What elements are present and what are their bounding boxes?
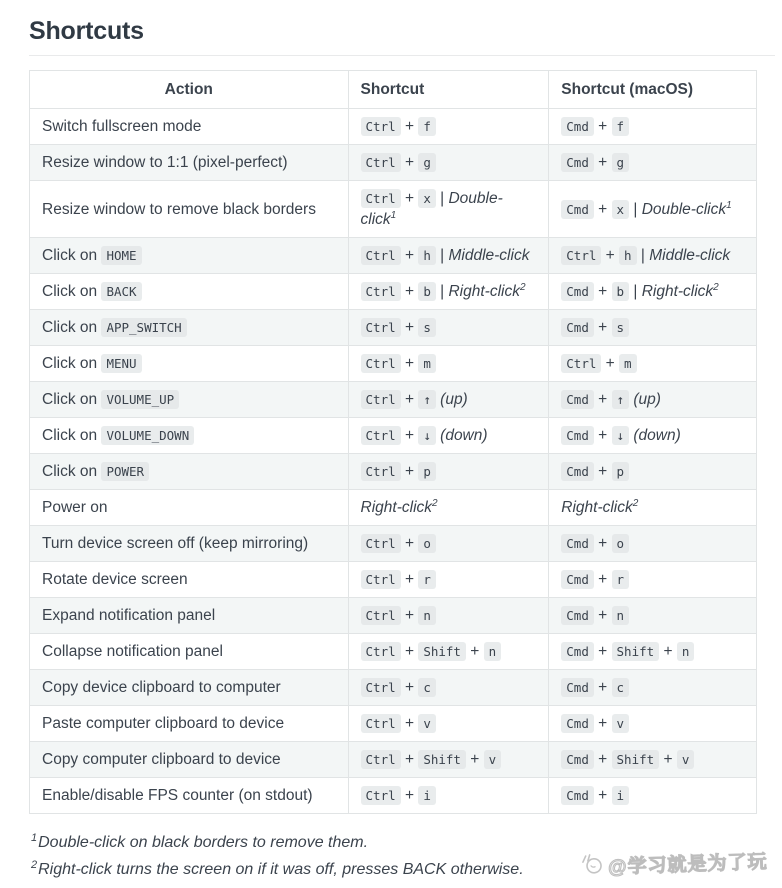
shortcut-macos-cell: Cmd + x | Double-click$^1$ xyxy=(549,181,757,238)
key-badge: v xyxy=(677,750,695,769)
key-badge: ↑ xyxy=(612,390,630,409)
action-cell: Click on VOLUME_DOWN xyxy=(30,418,349,454)
action-cell: Copy device clipboard to computer xyxy=(30,670,349,706)
emphasis-text: (down) xyxy=(633,427,681,444)
emphasis-text: (down) xyxy=(440,427,488,444)
shortcuts-table xyxy=(29,70,757,814)
shortcut-cell: Ctrl + r xyxy=(348,562,549,598)
column-header-shortcut: Shortcut xyxy=(348,71,549,109)
emphasis-text: Right-click$^2$ xyxy=(641,281,719,300)
table-row xyxy=(30,181,757,238)
shortcut-macos-cell: Cmd + Shift + n xyxy=(549,634,757,670)
key-badge: n xyxy=(418,606,436,625)
table-row xyxy=(30,310,757,346)
table-row xyxy=(30,346,757,382)
key-badge: b xyxy=(418,282,436,301)
key-badge: Ctrl xyxy=(361,642,401,661)
footnote-2-text: Right-click turns the screen on if it was off, presses BACK otherwise. xyxy=(38,861,524,878)
key-badge: ↓ xyxy=(418,426,436,445)
key-badge: Cmd xyxy=(561,534,594,553)
key-badge: Shift xyxy=(418,642,466,661)
shortcut-cell: Ctrl + s xyxy=(348,310,549,346)
table-header xyxy=(30,71,757,109)
emphasis-text: Middle-click xyxy=(649,247,731,264)
shortcut-macos-cell: Cmd + p xyxy=(549,454,757,490)
key-badge: MENU xyxy=(101,354,141,373)
key-badge: c xyxy=(612,678,630,697)
key-badge: VOLUME_UP xyxy=(101,390,179,409)
shortcut-cell: Ctrl + c xyxy=(348,670,549,706)
key-badge: Cmd xyxy=(561,318,594,337)
shortcut-macos-cell: Ctrl + m xyxy=(549,346,757,382)
key-badge: h xyxy=(619,246,637,265)
footnote-reference: 1 xyxy=(726,199,732,211)
emphasis-text: Double-click$^1$ xyxy=(360,190,503,228)
shortcut-macos-cell: Cmd + b | Right-click$^2$ xyxy=(549,274,757,310)
table-row xyxy=(30,526,757,562)
key-badge: Ctrl xyxy=(361,462,401,481)
action-cell: Click on APP_SWITCH xyxy=(30,310,349,346)
shortcut-cell: Ctrl + m xyxy=(348,346,549,382)
table-row xyxy=(30,382,757,418)
action-cell: Paste computer clipboard to device xyxy=(30,706,349,742)
key-badge: Cmd xyxy=(561,606,594,625)
table-body xyxy=(30,109,757,814)
shortcut-cell: Ctrl + ↑ (up) xyxy=(348,382,549,418)
key-badge: i xyxy=(612,786,630,805)
key-badge: Cmd xyxy=(561,714,594,733)
key-badge: Ctrl xyxy=(361,189,401,208)
key-badge: n xyxy=(677,642,695,661)
emphasis-text: Right-click$^2$ xyxy=(448,281,526,300)
column-header-action: Action xyxy=(30,71,349,109)
key-badge: s xyxy=(418,318,436,337)
key-badge: Ctrl xyxy=(361,534,401,553)
footnote-reference: 1 xyxy=(390,209,397,221)
action-cell: Switch fullscreen mode xyxy=(30,109,349,145)
key-badge: Cmd xyxy=(561,570,594,589)
key-badge: Ctrl xyxy=(361,750,401,769)
action-cell: Collapse notification panel xyxy=(30,634,349,670)
footnote-reference: 2 xyxy=(713,281,719,293)
shortcut-macos-cell: Cmd + Shift + v xyxy=(549,742,757,778)
shortcut-cell: Ctrl + Shift + v xyxy=(348,742,549,778)
key-badge: Ctrl xyxy=(361,606,401,625)
shortcut-cell: Ctrl + b | Right-click$^2$ xyxy=(348,274,549,310)
key-badge: Ctrl xyxy=(361,426,401,445)
key-badge: s xyxy=(612,318,630,337)
footnote-1-text: Double-click on black borders to remove them. xyxy=(38,834,369,851)
emphasis-text: Middle-click xyxy=(448,247,530,264)
table-row xyxy=(30,454,757,490)
shortcut-macos-cell: Cmd + i xyxy=(549,778,757,814)
key-badge: Cmd xyxy=(561,750,594,769)
footnote-reference: 2 xyxy=(632,497,639,509)
action-cell: Enable/disable FPS counter (on stdout) xyxy=(30,778,349,814)
key-badge: HOME xyxy=(101,246,141,265)
key-badge: Ctrl xyxy=(361,354,401,373)
key-badge: Ctrl xyxy=(361,786,401,805)
table-row xyxy=(30,562,757,598)
table-row xyxy=(30,742,757,778)
key-badge: p xyxy=(612,462,630,481)
shortcut-cell: Ctrl + ↓ (down) xyxy=(348,418,549,454)
shortcut-cell: Ctrl + x | Double-click$^1$ xyxy=(348,181,549,238)
shortcut-cell: Ctrl + i xyxy=(348,778,549,814)
key-badge: h xyxy=(418,246,436,265)
footnote-reference: 2 xyxy=(432,497,438,509)
key-badge: Cmd xyxy=(561,282,594,301)
shortcut-macos-cell: Cmd + r xyxy=(549,562,757,598)
column-header-shortcut-macos: Shortcut (macOS) xyxy=(549,71,757,109)
key-badge: Cmd xyxy=(561,426,594,445)
key-badge: i xyxy=(418,786,436,805)
key-badge: ↑ xyxy=(418,390,436,409)
shortcut-macos-cell: Cmd + f xyxy=(549,109,757,145)
table-row xyxy=(30,418,757,454)
page-title: Shortcuts xyxy=(29,17,144,45)
table-row xyxy=(30,145,757,181)
key-badge: Ctrl xyxy=(361,390,401,409)
key-badge: r xyxy=(418,570,436,589)
key-badge: v xyxy=(612,714,630,733)
footnote-reference: 2 xyxy=(519,281,526,293)
key-badge: Ctrl xyxy=(361,246,401,265)
footnote-2 xyxy=(31,858,756,882)
watermark-text: @学习就是为了玩 xyxy=(608,851,769,879)
action-cell: Expand notification panel xyxy=(30,598,349,634)
key-badge: m xyxy=(619,354,637,373)
shortcut-cell: Ctrl + n xyxy=(348,598,549,634)
shortcut-cell: Ctrl + o xyxy=(348,526,549,562)
key-badge: Ctrl xyxy=(561,354,601,373)
shortcut-macos-cell: Cmd + s xyxy=(549,310,757,346)
key-badge: Cmd xyxy=(561,678,594,697)
key-badge: x xyxy=(612,200,630,219)
key-badge: Ctrl xyxy=(361,714,401,733)
key-badge: Cmd xyxy=(561,200,594,219)
key-badge: x xyxy=(418,189,436,208)
key-badge: v xyxy=(418,714,436,733)
key-badge: Ctrl xyxy=(361,282,401,301)
shortcut-cell xyxy=(348,490,549,526)
table-row xyxy=(30,598,757,634)
table-row xyxy=(30,706,757,742)
key-badge: o xyxy=(418,534,436,553)
action-cell: Click on MENU xyxy=(30,346,349,382)
table-header-row xyxy=(30,71,757,109)
action-cell: Turn device screen off (keep mirroring) xyxy=(30,526,349,562)
emphasis-text: Right-click$^2$ xyxy=(360,497,438,516)
table-row xyxy=(30,670,757,706)
key-badge: Ctrl xyxy=(361,318,401,337)
action-cell: Click on VOLUME_UP xyxy=(30,382,349,418)
emphasis-text: (up) xyxy=(440,391,468,408)
shortcut-cell: Ctrl + g xyxy=(348,145,549,181)
emphasis-text: (up) xyxy=(633,391,661,408)
shortcut-cell: Ctrl + h | Middle-click xyxy=(348,238,549,274)
emphasis-text: Right-click$^2$ xyxy=(561,497,639,516)
action-cell: Resize window to remove black borders xyxy=(30,181,349,238)
key-badge: VOLUME_DOWN xyxy=(101,426,194,445)
key-badge: Ctrl xyxy=(361,153,401,172)
action-cell: Copy computer clipboard to device xyxy=(30,742,349,778)
table-row xyxy=(30,490,757,526)
key-badge: Shift xyxy=(418,750,466,769)
key-badge: Ctrl xyxy=(361,117,401,136)
key-badge: f xyxy=(418,117,436,136)
key-badge: v xyxy=(484,750,502,769)
table-row xyxy=(30,238,757,274)
action-cell: Rotate device screen xyxy=(30,562,349,598)
key-badge: BACK xyxy=(101,282,141,301)
key-badge: r xyxy=(612,570,630,589)
shortcut-macos-cell: Cmd + v xyxy=(549,706,757,742)
key-badge: Ctrl xyxy=(361,678,401,697)
shortcut-macos-cell: Cmd + ↑ (up) xyxy=(549,382,757,418)
key-badge: ↓ xyxy=(612,426,630,445)
key-badge: Shift xyxy=(612,750,660,769)
key-badge: m xyxy=(418,354,436,373)
action-cell: Resize window to 1:1 (pixel-perfect) xyxy=(30,145,349,181)
key-badge: Cmd xyxy=(561,462,594,481)
action-cell: Click on BACK xyxy=(30,274,349,310)
footnote-2-marker: 2 xyxy=(31,858,38,871)
shortcut-macos-cell: Cmd + n xyxy=(549,598,757,634)
shortcut-macos-cell: Cmd + o xyxy=(549,526,757,562)
key-badge: n xyxy=(484,642,502,661)
table-row xyxy=(30,109,757,145)
shortcut-macos-cell: Cmd + ↓ (down) xyxy=(549,418,757,454)
shortcut-cell: Ctrl + v xyxy=(348,706,549,742)
key-badge: Shift xyxy=(612,642,660,661)
key-badge: g xyxy=(418,153,436,172)
key-badge: POWER xyxy=(101,462,149,481)
table-row xyxy=(30,274,757,310)
action-cell: Click on HOME xyxy=(30,238,349,274)
shortcut-macos-cell: Cmd + c xyxy=(549,670,757,706)
key-badge: Cmd xyxy=(561,642,594,661)
key-badge: Cmd xyxy=(561,153,594,172)
table-row xyxy=(30,778,757,814)
key-badge: Cmd xyxy=(561,390,594,409)
key-badge: g xyxy=(612,153,630,172)
emphasis-text: Double-click$^1$ xyxy=(641,199,732,218)
footnote-1 xyxy=(31,831,756,855)
action-cell: Power on xyxy=(30,490,349,526)
key-badge: f xyxy=(612,117,630,136)
key-badge: Ctrl xyxy=(561,246,601,265)
footnotes xyxy=(29,831,756,882)
shortcut-cell: Ctrl + p xyxy=(348,454,549,490)
shortcut-macos-cell: Cmd + g xyxy=(549,145,757,181)
title-divider xyxy=(29,55,775,56)
key-badge: o xyxy=(612,534,630,553)
key-badge: c xyxy=(418,678,436,697)
shortcut-macos-cell: Ctrl + h | Middle-click xyxy=(549,238,757,274)
key-badge: n xyxy=(612,606,630,625)
key-badge: Cmd xyxy=(561,786,594,805)
action-cell: Click on POWER xyxy=(30,454,349,490)
shortcut-cell: Ctrl + f xyxy=(348,109,549,145)
table-row xyxy=(30,634,757,670)
key-badge: Cmd xyxy=(561,117,594,136)
footnote-1-marker: 1 xyxy=(31,831,38,844)
key-badge: Ctrl xyxy=(361,570,401,589)
key-badge: APP_SWITCH xyxy=(101,318,186,337)
key-badge: b xyxy=(612,282,630,301)
shortcut-macos-cell xyxy=(549,490,757,526)
shortcut-cell: Ctrl + Shift + n xyxy=(348,634,549,670)
key-badge: p xyxy=(418,462,436,481)
